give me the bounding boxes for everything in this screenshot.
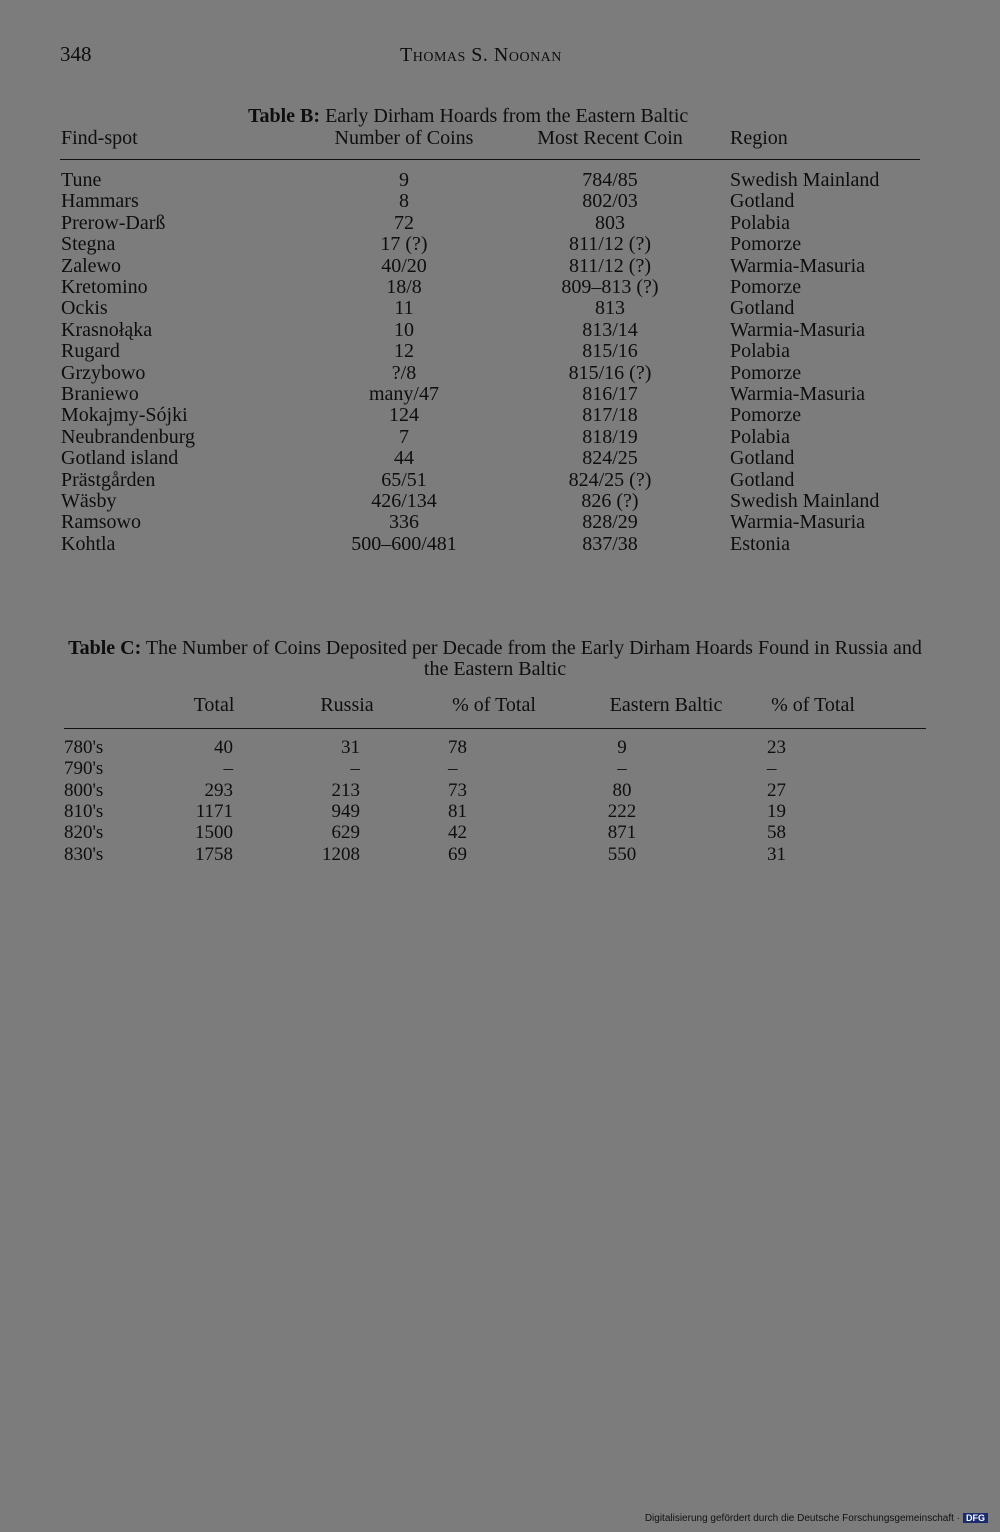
number-of-coins-cell: 426/134 <box>371 490 437 512</box>
region-cell: Warmia-Masuria <box>730 511 865 534</box>
eastern-baltic-cell: 9 <box>617 737 627 758</box>
find-spot-cell: Kretomino <box>61 276 148 298</box>
find-spot-cell: Wäsby <box>61 490 117 512</box>
find-spot-cell: Kohtla <box>61 532 116 555</box>
decade-cell: 780's <box>64 737 104 758</box>
russia-cell: 629 <box>331 822 360 844</box>
total-cell: – <box>223 758 233 780</box>
most-recent-coin-cell: 828/29 <box>582 511 638 534</box>
most-recent-coin-cell: 817/18 <box>582 404 638 427</box>
total-cell: 40 <box>214 737 233 758</box>
find-spot-cell: Krasnołąka <box>61 318 153 341</box>
region-cell: Gotland <box>730 297 795 320</box>
total-cell: 1500 <box>195 822 233 844</box>
table-b-row <box>0 277 1000 298</box>
region-cell: Gotland <box>730 447 795 470</box>
region-cell: Pomorze <box>730 276 802 298</box>
decade-cell: 790's <box>64 758 104 780</box>
eastern-baltic-percent-cell: 19 <box>767 800 786 822</box>
number-of-coins-cell: 10 <box>394 318 414 341</box>
table-b-row <box>0 470 1000 491</box>
find-spot-cell: Gotland island <box>61 447 179 470</box>
table-c-header-total: Total <box>193 694 235 716</box>
region-cell: Gotland <box>730 190 795 213</box>
table-b-row <box>0 448 1000 469</box>
number-of-coins-cell: ?/8 <box>391 361 417 384</box>
region-cell: Polabia <box>730 425 790 448</box>
most-recent-coin-cell: 816/17 <box>582 383 638 405</box>
total-cell: 1758 <box>195 843 233 865</box>
find-spot-cell: Ramsowo <box>61 511 141 534</box>
number-of-coins-cell: 500–600/481 <box>351 532 457 555</box>
table-b-row <box>0 384 1000 405</box>
table-b-row <box>0 170 1000 191</box>
find-spot-cell: Neubrandenburg <box>61 425 196 448</box>
most-recent-coin-cell: 826 (?) <box>581 490 639 512</box>
table-b-caption-text: Early Dirham Hoards from the Eastern Baltic <box>320 105 689 127</box>
table-b-row <box>0 256 1000 277</box>
russia-percent-cell: 81 <box>448 800 467 822</box>
find-spot-cell: Tune <box>61 169 102 191</box>
most-recent-coin-cell: 813/14 <box>582 318 638 341</box>
russia-cell: 213 <box>331 779 360 801</box>
decade-cell: 800's <box>64 779 104 801</box>
number-of-coins-cell: 40/20 <box>381 254 427 277</box>
table-b-header-region: Region <box>730 127 788 149</box>
number-of-coins-cell: 8 <box>399 190 409 213</box>
table-c-caption-text: The Number of Coins Deposited per Decade from the Early Dirham Hoards Found in Russia and the Eastern Baltic <box>141 637 922 680</box>
table-b-header-number-of-coins: Number of Coins <box>334 127 474 149</box>
digitization-footer <box>645 1513 988 1524</box>
eastern-baltic-cell: 80 <box>612 779 632 801</box>
most-recent-coin-cell: 815/16 <box>582 340 638 363</box>
table-b-caption <box>248 105 688 128</box>
most-recent-coin-cell: 837/38 <box>582 532 638 555</box>
number-of-coins-cell: 11 <box>394 297 414 320</box>
most-recent-coin-cell: 824/25 <box>582 447 638 470</box>
find-spot-cell: Stegna <box>61 233 116 256</box>
table-c-divider <box>64 728 926 729</box>
number-of-coins-cell: 336 <box>389 511 419 534</box>
eastern-baltic-cell: 550 <box>607 843 637 865</box>
russia-cell: 31 <box>341 737 360 758</box>
eastern-baltic-percent-cell: 23 <box>767 737 786 758</box>
region-cell: Polabia <box>730 211 790 234</box>
table-b-row <box>0 320 1000 341</box>
region-cell: Gotland <box>730 468 795 491</box>
number-of-coins-cell: 124 <box>389 404 419 427</box>
russia-percent-cell: – <box>448 758 458 780</box>
table-c-header-eastern-baltic-percent: % of Total <box>771 694 855 716</box>
table-c-row <box>0 822 1000 843</box>
region-cell: Estonia <box>730 532 790 555</box>
table-b-row <box>0 341 1000 362</box>
number-of-coins-cell: 72 <box>394 211 414 234</box>
most-recent-coin-cell: 811/12 (?) <box>568 233 652 256</box>
most-recent-coin-cell: 803 <box>595 211 625 234</box>
russia-percent-cell: 69 <box>448 843 467 865</box>
table-c-row <box>0 780 1000 801</box>
table-c-row <box>0 844 1000 865</box>
find-spot-cell: Prerow-Darß <box>61 211 166 234</box>
table-b-row <box>0 191 1000 212</box>
table-b-row <box>0 534 1000 555</box>
number-of-coins-cell: 65/51 <box>381 468 427 491</box>
number-of-coins-cell: 44 <box>394 447 414 470</box>
table-b-header-most-recent-coin: Most Recent Coin <box>537 127 683 149</box>
find-spot-cell: Mokajmy-Sójki <box>61 404 188 427</box>
most-recent-coin-cell: 809–813 (?) <box>561 276 659 298</box>
region-cell: Polabia <box>730 340 790 363</box>
region-cell: Warmia-Masuria <box>730 254 865 277</box>
eastern-baltic-cell: – <box>617 758 627 780</box>
table-c-header-russia: Russia <box>320 694 374 716</box>
eastern-baltic-percent-cell: 58 <box>767 822 786 844</box>
eastern-baltic-percent-cell: 27 <box>767 779 786 801</box>
number-of-coins-cell: 7 <box>399 425 409 448</box>
dfg-logo: DFG <box>963 1513 988 1523</box>
russia-cell: 949 <box>331 800 360 822</box>
find-spot-cell: Rugard <box>61 340 120 363</box>
find-spot-cell: Braniewo <box>61 383 139 405</box>
decade-cell: 810's <box>64 800 104 822</box>
table-c-header-eastern-baltic: Eastern Baltic <box>609 694 723 716</box>
region-cell: Pomorze <box>730 404 802 427</box>
most-recent-coin-cell: 811/12 (?) <box>568 254 652 277</box>
eastern-baltic-percent-cell: 31 <box>767 843 786 865</box>
most-recent-coin-cell: 813 <box>595 297 625 320</box>
table-b-row <box>0 427 1000 448</box>
table-b-row <box>0 512 1000 533</box>
number-of-coins-cell: 17 (?) <box>380 233 428 256</box>
find-spot-cell: Zalewo <box>61 254 121 277</box>
page-number: 348 <box>60 42 92 66</box>
number-of-coins-cell: 9 <box>399 169 409 191</box>
find-spot-cell: Grzybowo <box>61 361 146 384</box>
russia-cell: – <box>350 758 360 780</box>
table-c-caption <box>64 638 926 680</box>
find-spot-cell: Hammars <box>61 190 139 213</box>
footer-text: Digitalisierung gefördert durch die Deutsche Forschungsgemeinschaft · <box>644 1513 960 1524</box>
running-head: Thomas S. Noonan <box>400 44 562 66</box>
table-c-row <box>0 801 1000 822</box>
table-b-row <box>0 491 1000 512</box>
table-b-divider <box>60 159 920 160</box>
most-recent-coin-cell: 818/19 <box>582 425 638 448</box>
table-b-caption-label: Table B: <box>248 105 321 127</box>
number-of-coins-cell: many/47 <box>369 383 439 405</box>
table-c-row <box>0 758 1000 779</box>
decade-cell: 830's <box>64 843 104 865</box>
find-spot-cell: Ockis <box>61 297 108 320</box>
russia-percent-cell: 78 <box>448 737 467 758</box>
total-cell: 293 <box>204 779 233 801</box>
table-b-row <box>0 234 1000 255</box>
russia-cell: 1208 <box>322 843 360 865</box>
eastern-baltic-cell: 871 <box>607 822 637 844</box>
eastern-baltic-cell: 222 <box>607 800 637 822</box>
table-c-header-russia-percent: % of Total <box>452 694 536 716</box>
number-of-coins-cell: 18/8 <box>386 276 422 298</box>
table-b-row <box>0 405 1000 426</box>
total-cell: 1171 <box>195 800 233 822</box>
region-cell: Pomorze <box>730 233 802 256</box>
table-b-row <box>0 363 1000 384</box>
region-cell: Pomorze <box>730 361 802 384</box>
region-cell: Swedish Mainland <box>730 169 880 191</box>
table-b-row <box>0 213 1000 234</box>
russia-percent-cell: 73 <box>448 779 467 801</box>
most-recent-coin-cell: 824/25 (?) <box>568 468 652 491</box>
region-cell: Warmia-Masuria <box>730 383 865 405</box>
table-b-header-find-spot: Find-spot <box>61 127 138 149</box>
region-cell: Warmia-Masuria <box>730 318 865 341</box>
eastern-baltic-percent-cell: – <box>767 758 777 780</box>
most-recent-coin-cell: 784/85 <box>582 169 638 191</box>
most-recent-coin-cell: 815/16 (?) <box>568 361 652 384</box>
region-cell: Swedish Mainland <box>730 490 880 512</box>
table-c-caption-label: Table C: <box>68 637 142 659</box>
number-of-coins-cell: 12 <box>394 340 414 363</box>
table-c-row <box>0 737 1000 758</box>
table-b-row <box>0 298 1000 319</box>
russia-percent-cell: 42 <box>448 822 467 844</box>
decade-cell: 820's <box>64 822 104 844</box>
most-recent-coin-cell: 802/03 <box>582 190 638 213</box>
find-spot-cell: Prästgården <box>61 468 156 491</box>
